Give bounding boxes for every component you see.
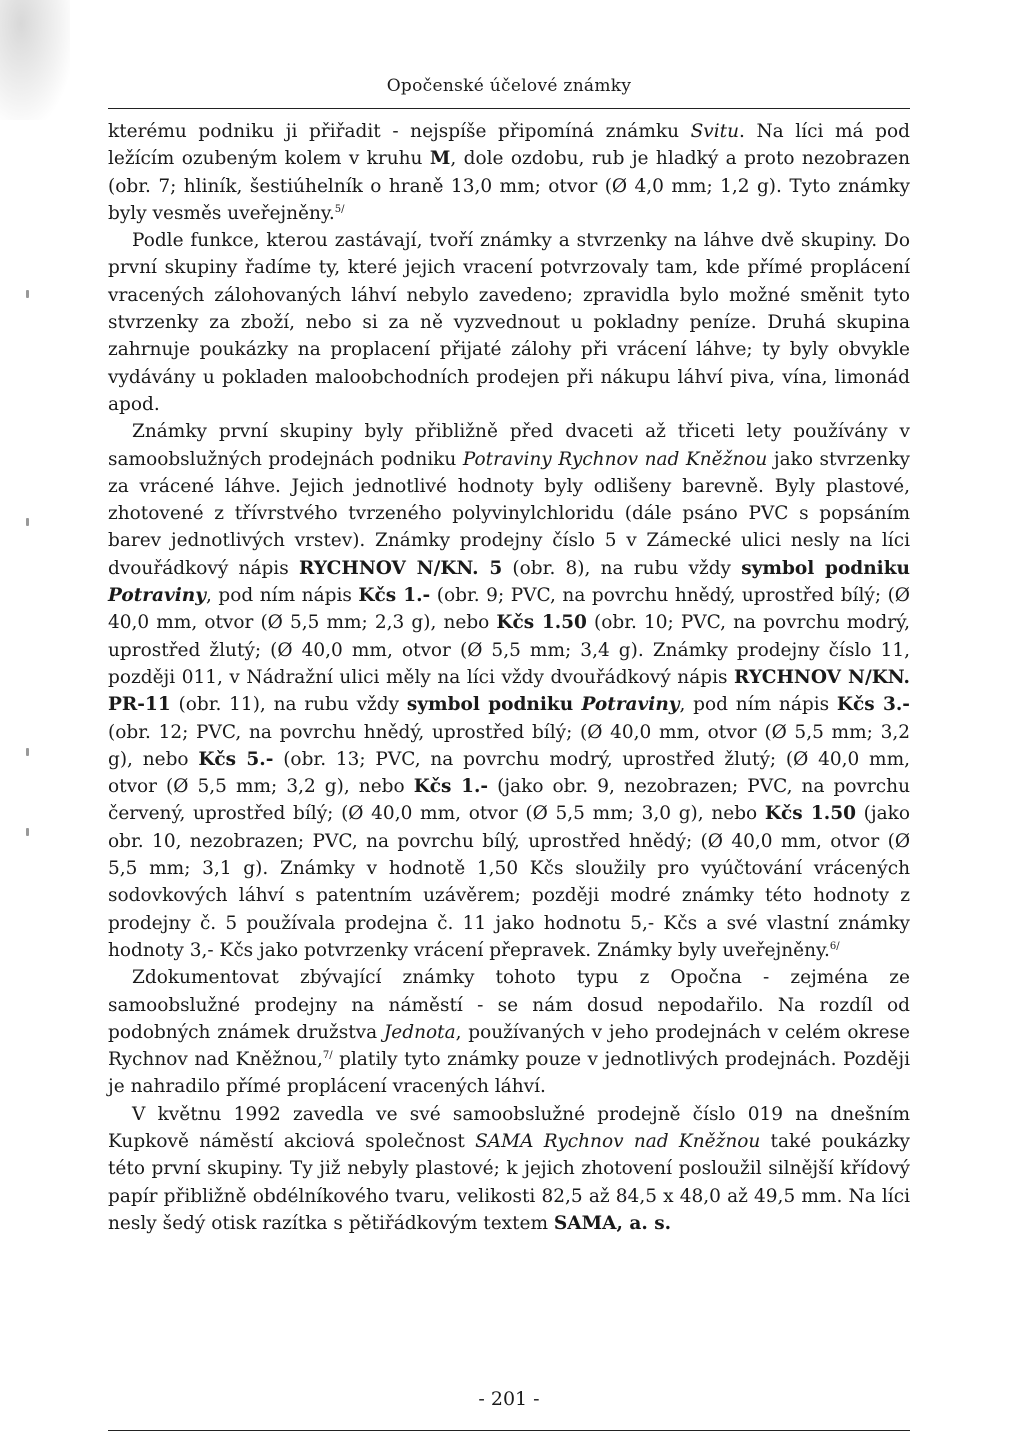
text-run: Kčs 5.-: [198, 748, 274, 770]
text-run: také poukázky této první skupiny. Ty již nebyly plastové; k jejich zhotovení posloužil silnější křídový papír přibližně obdélníkového tvaru, velikosti 82,5 až 84,5 x 48,0 až 49,5 mm. Na líci nesly šedý otisk razítka s pětiřádkovým textem: [108, 1130, 910, 1234]
margin-mark: [26, 748, 29, 756]
text-run: Kčs 3.-: [836, 694, 910, 716]
paragraph: [108, 964, 910, 1100]
footnote-ref: 7/: [322, 1049, 333, 1061]
text-run: Kčs 1.50: [496, 612, 587, 634]
text-run: Potraviny Rychnov nad Kněžnou: [462, 448, 768, 470]
text-run: Známky první skupiny byly přibližně před dvaceti až třiceti lety používány v samoobslužných prodejnách podniku: [108, 421, 910, 470]
margin-mark: [26, 290, 29, 298]
text-run: Kčs 1.-: [413, 776, 489, 798]
body-text: [108, 118, 910, 1237]
scan-artifact: [0, 0, 70, 120]
text-run: (jako obr. 9, nezobrazen; PVC, na povrchu červený, uprostřed bílý; (Ø 40,0 mm, otvor (Ø 5,5 mm; 3,0 g), nebo: [108, 776, 910, 825]
text-run: RYCHNOV N/KN. PR-11: [108, 666, 910, 716]
text-run: (obr. 12; PVC, na povrchu hnědý, uprostřed bílý; (Ø 40,0 mm, otvor (Ø 5,5 mm; 3,2 g), nebo: [108, 721, 910, 770]
text-run: Kčs 1.50: [764, 803, 856, 825]
footnote-ref: 5/: [334, 203, 345, 215]
text-run: , pod ním nápis: [206, 585, 359, 607]
header-rule: [108, 108, 910, 109]
text-run: symbol podniku: [741, 557, 910, 579]
text-run: kterému podniku ji přiřadit - nejspíše připomíná známku: [108, 121, 691, 142]
paragraph: [108, 227, 910, 418]
text-run: SAMA Rychnov nad Kněžnou: [475, 1130, 761, 1152]
text-run: RYCHNOV N/KN. 5: [298, 557, 503, 579]
text-run: Zdokumentovat zbývající známky tohoto typu z Opočna - zejména ze samoobslužné prodejny na náměstí - se nám dosud nepodařilo. Na rozdíl od podobných známek družstva: [108, 967, 910, 1043]
page-number: - 201 -: [478, 1388, 540, 1410]
text-run: (obr. 11), na rubu vždy: [170, 694, 407, 716]
paragraph: [108, 1101, 910, 1237]
running-header: Opočenské účelové známky: [386, 76, 632, 96]
margin-mark: [26, 518, 29, 526]
paragraph: [108, 118, 910, 227]
text-run: Potraviny: [581, 694, 680, 716]
text-run: , dole ozdobu, rub je hladký a proto nezobrazen (obr. 7; hliník, šestiúhelník o hraně 13,0 mm; otvor (Ø 4,0 mm; 1,2 g). Tyto známky byly vesměs uveřejněny.: [108, 148, 910, 224]
paragraph: [108, 418, 910, 964]
text-run: (obr. 13; PVC, na povrchu modrý, uprostřed žlutý; (Ø 40,0 mm, otvor (Ø 5,5 mm; 3,2 g), nebo: [108, 748, 910, 798]
text-run: platily tyto známky pouze v jednotlivých prodejnách. Později je nahradilo přímé proplácení vracených láhví.: [108, 1049, 910, 1098]
text-run: Svitu: [690, 121, 739, 142]
text-run: (obr. 9; PVC, na povrchu hnědý, uprostřed bílý; (Ø 40,0 mm, otvor (Ø 5,5 mm; 2,3 g), nebo: [108, 585, 910, 634]
text-run: Jednota: [383, 1021, 456, 1043]
footnote-ref: 6/: [829, 940, 840, 952]
text-run: M: [429, 148, 451, 170]
text-run: jako stvrzenky za vrácené láhve. Jejich jednotlivé hodnoty byly odlišeny barevně. Byly plastové, zhotovené z třívrstvého tvrzeného polyvinylchloridu (dále psáno PVC s popsáním barev jednotlivých vrstev). Známky prodejny číslo 5 v Zámecké ulici nesly na líci dvouřádkový nápis: [108, 448, 910, 579]
text-run: , pod ním nápis: [679, 694, 837, 716]
text-run: (obr. 10; PVC, na povrchu modrý, uprostřed žlutý; (Ø 40,0 mm, otvor (Ø 5,5 mm; 3,4 g). Známky prodejny číslo 11, později 011, v Nádražní ulici měly na líci vždy dvouřádkový nápis: [108, 612, 910, 688]
text-run: V květnu 1992 zavedla ve své samoobslužné prodejně číslo 019 na dnešním Kupkově náměstí akciová společnost: [108, 1103, 910, 1152]
margin-mark: [26, 828, 29, 836]
text-run: Potraviny: [108, 585, 207, 607]
text-run: symbol podniku: [406, 694, 582, 716]
text-run: Podle funkce, kterou zastávají, tvoří známky a stvrzenky na láhve dvě skupiny. Do první skupiny řadíme ty, které jejich vracení potvrzovaly tam, kde přímé proplácení vracených zálohovaných láhví nebylo zavedeno; zpravidla bylo možné směnit tyto stvrzenky za zboží, nebo si za ně vyzvednout u pokladny peníze. Druhá skupina zahrnuje poukázky na proplacení přijaté zálohy při vrácení láhve; ty byly obvykle vydávány u pokladen maloobchodních prodejen při nákupu láhví piva, vína, limonád apod.: [108, 230, 910, 415]
text-run: (jako obr. 10, nezobrazen; PVC, na povrchu bílý, uprostřed hnědý; (Ø 40,0 mm, otvor (Ø 5,5 mm; 3,1 g). Známky v hodnotě 1,50 Kčs sloužily pro vyúčtování vrácených sodovkových láhví s patentním uzávěrem; později modré známky této hodnoty z prodejny č. 5 používala prodejna č. 11 jako hodnotu 5,- Kčs a své vlastní známky hodnoty 3,- Kčs jako potvrzenky vrácení přepravek. Známky byly uveřejněny.: [108, 803, 910, 961]
text-run: . Na líci má pod ležícím ozubeným kolem v kruhu: [108, 121, 910, 170]
text-run: (obr. 8), na rubu vždy: [502, 557, 742, 579]
footer-rule: [108, 1430, 910, 1431]
text-run: Kčs 1.-: [358, 585, 431, 607]
text-run: SAMA, a. s.: [553, 1212, 672, 1234]
text-run: , používaných v jeho prodejnách v celém okrese Rychnov nad Kněžnou,: [108, 1021, 910, 1071]
